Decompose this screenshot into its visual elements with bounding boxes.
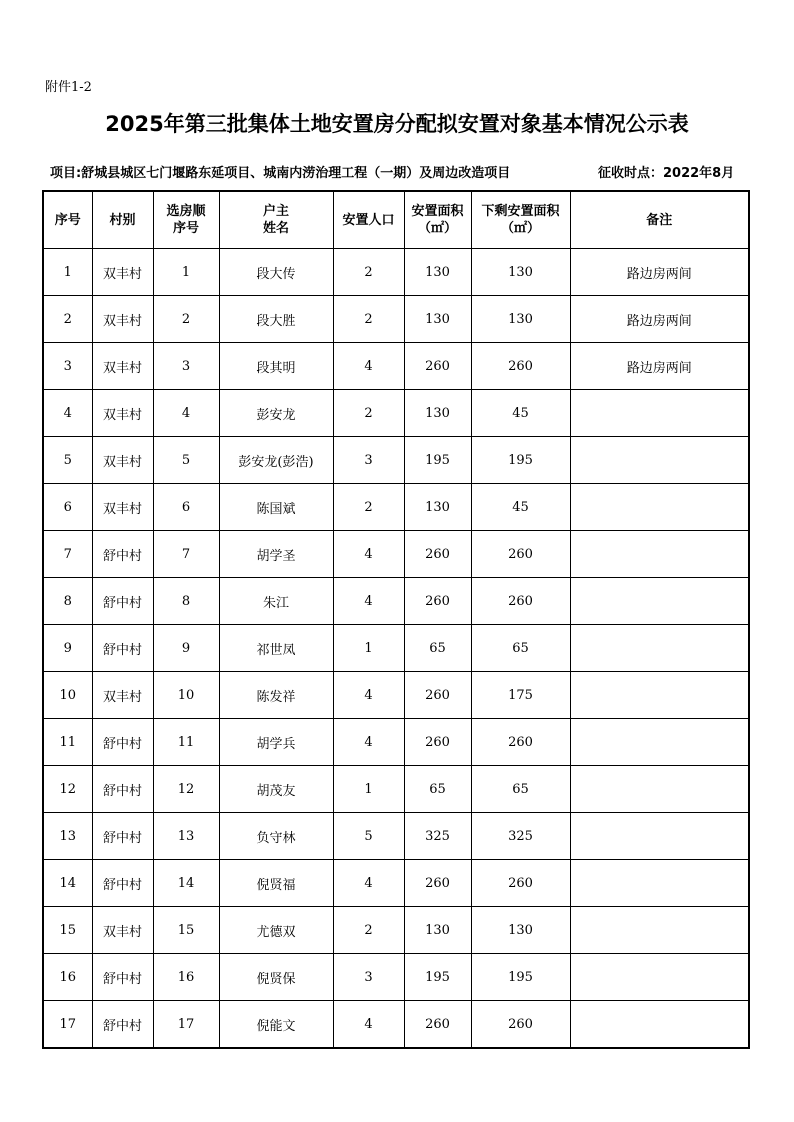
cell-remaining-area: 260	[471, 719, 570, 766]
cell-seq: 16	[43, 954, 92, 1001]
cell-owner-name: 倪贤福	[219, 860, 333, 907]
cell-area: 260	[404, 672, 471, 719]
cell-village: 舒中村	[92, 1001, 153, 1049]
cell-pick-order: 16	[153, 954, 219, 1001]
cell-seq: 6	[43, 484, 92, 531]
table-row	[43, 719, 749, 766]
cell-pick-order: 13	[153, 813, 219, 860]
cell-remaining-area: 260	[471, 531, 570, 578]
cell-seq: 3	[43, 343, 92, 390]
table-row	[43, 766, 749, 813]
cell-seq: 4	[43, 390, 92, 437]
cell-village: 舒中村	[92, 860, 153, 907]
cell-remaining-area: 260	[471, 343, 570, 390]
cell-area: 195	[404, 954, 471, 1001]
cell-persons: 2	[333, 296, 404, 343]
cell-seq: 1	[43, 249, 92, 296]
cell-remaining-area: 325	[471, 813, 570, 860]
table-row	[43, 390, 749, 437]
header-pick-order: 选房顺 序号	[153, 191, 219, 249]
attachment-label: 附件1-2	[45, 80, 92, 95]
cell-pick-order: 12	[153, 766, 219, 813]
cell-village: 双丰村	[92, 672, 153, 719]
cell-village: 舒中村	[92, 954, 153, 1001]
cell-seq: 10	[43, 672, 92, 719]
cell-area: 130	[404, 484, 471, 531]
table-row	[43, 860, 749, 907]
cell-village: 双丰村	[92, 390, 153, 437]
cell-pick-order: 3	[153, 343, 219, 390]
cell-area: 65	[404, 766, 471, 813]
acquisition-time: 征收时点：2022年8月	[598, 166, 735, 181]
cell-seq: 17	[43, 1001, 92, 1049]
cell-remark	[570, 390, 749, 437]
header-seq: 序号	[43, 191, 92, 249]
cell-persons: 3	[333, 954, 404, 1001]
cell-remaining-area: 260	[471, 578, 570, 625]
cell-pick-order: 5	[153, 437, 219, 484]
cell-remark	[570, 813, 749, 860]
cell-remark: 路边房两间	[570, 249, 749, 296]
cell-area: 260	[404, 578, 471, 625]
cell-area: 260	[404, 719, 471, 766]
cell-remark	[570, 907, 749, 954]
cell-owner-name: 尤德双	[219, 907, 333, 954]
cell-owner-name: 段大胜	[219, 296, 333, 343]
cell-seq: 14	[43, 860, 92, 907]
cell-owner-name: 胡茂友	[219, 766, 333, 813]
cell-persons: 4	[333, 860, 404, 907]
cell-persons: 4	[333, 578, 404, 625]
cell-owner-name: 段大传	[219, 249, 333, 296]
cell-remark	[570, 437, 749, 484]
table-row	[43, 531, 749, 578]
cell-persons: 2	[333, 249, 404, 296]
cell-remark: 路边房两间	[570, 296, 749, 343]
cell-persons: 4	[333, 1001, 404, 1049]
cell-seq: 12	[43, 766, 92, 813]
cell-remark	[570, 954, 749, 1001]
cell-owner-name: 倪贤保	[219, 954, 333, 1001]
cell-village: 舒中村	[92, 625, 153, 672]
table-row	[43, 249, 749, 296]
allocation-table	[42, 190, 750, 1049]
cell-remaining-area: 65	[471, 766, 570, 813]
cell-village: 双丰村	[92, 343, 153, 390]
cell-seq: 5	[43, 437, 92, 484]
cell-remaining-area: 130	[471, 907, 570, 954]
table-row	[43, 296, 749, 343]
cell-pick-order: 10	[153, 672, 219, 719]
cell-remark	[570, 484, 749, 531]
cell-seq: 13	[43, 813, 92, 860]
cell-area: 130	[404, 296, 471, 343]
table-row	[43, 625, 749, 672]
cell-pick-order: 6	[153, 484, 219, 531]
cell-pick-order: 7	[153, 531, 219, 578]
cell-persons: 4	[333, 343, 404, 390]
header-persons: 安置人口	[333, 191, 404, 249]
cell-owner-name: 陈国斌	[219, 484, 333, 531]
table-row	[43, 1001, 749, 1049]
cell-area: 130	[404, 249, 471, 296]
cell-persons: 4	[333, 531, 404, 578]
cell-seq: 2	[43, 296, 92, 343]
project-line: 项目:舒城县城区七门堰路东延项目、城南内涝治理工程（一期）及周边改造项目	[50, 166, 511, 181]
cell-area: 65	[404, 625, 471, 672]
cell-area: 130	[404, 907, 471, 954]
table-row	[43, 813, 749, 860]
cell-persons: 2	[333, 484, 404, 531]
cell-remaining-area: 130	[471, 296, 570, 343]
cell-village: 双丰村	[92, 484, 153, 531]
cell-seq: 8	[43, 578, 92, 625]
table-row	[43, 907, 749, 954]
cell-remark	[570, 719, 749, 766]
cell-village: 双丰村	[92, 296, 153, 343]
cell-remaining-area: 195	[471, 954, 570, 1001]
cell-village: 舒中村	[92, 813, 153, 860]
cell-remark	[570, 625, 749, 672]
cell-pick-order: 15	[153, 907, 219, 954]
cell-remaining-area: 130	[471, 249, 570, 296]
cell-village: 双丰村	[92, 437, 153, 484]
cell-persons: 3	[333, 437, 404, 484]
cell-remaining-area: 195	[471, 437, 570, 484]
cell-owner-name: 陈发祥	[219, 672, 333, 719]
cell-remark	[570, 766, 749, 813]
cell-remaining-area: 175	[471, 672, 570, 719]
cell-village: 双丰村	[92, 907, 153, 954]
cell-owner-name: 倪能文	[219, 1001, 333, 1049]
cell-owner-name: 胡学圣	[219, 531, 333, 578]
cell-seq: 15	[43, 907, 92, 954]
cell-pick-order: 14	[153, 860, 219, 907]
cell-area: 260	[404, 860, 471, 907]
cell-owner-name: 段其明	[219, 343, 333, 390]
cell-pick-order: 17	[153, 1001, 219, 1049]
cell-persons: 4	[333, 719, 404, 766]
cell-area: 260	[404, 1001, 471, 1049]
cell-seq: 7	[43, 531, 92, 578]
cell-owner-name: 朱江	[219, 578, 333, 625]
header-remark: 备注	[570, 191, 749, 249]
cell-seq: 11	[43, 719, 92, 766]
cell-village: 双丰村	[92, 249, 153, 296]
table-row	[43, 343, 749, 390]
cell-pick-order: 8	[153, 578, 219, 625]
cell-area: 260	[404, 343, 471, 390]
cell-remaining-area: 260	[471, 1001, 570, 1049]
cell-owner-name: 彭安龙	[219, 390, 333, 437]
cell-area: 260	[404, 531, 471, 578]
cell-pick-order: 11	[153, 719, 219, 766]
cell-area: 130	[404, 390, 471, 437]
cell-remark	[570, 672, 749, 719]
table-row	[43, 437, 749, 484]
cell-remaining-area: 45	[471, 390, 570, 437]
cell-remark	[570, 860, 749, 907]
table-header-row	[43, 191, 749, 249]
cell-seq: 9	[43, 625, 92, 672]
table-row	[43, 578, 749, 625]
cell-remark	[570, 531, 749, 578]
cell-village: 舒中村	[92, 578, 153, 625]
cell-pick-order: 4	[153, 390, 219, 437]
cell-persons: 5	[333, 813, 404, 860]
cell-remark	[570, 1001, 749, 1049]
cell-area: 195	[404, 437, 471, 484]
table-row	[43, 672, 749, 719]
cell-village: 舒中村	[92, 531, 153, 578]
header-owner-name: 户主 姓名	[219, 191, 333, 249]
cell-remark	[570, 578, 749, 625]
cell-owner-name: 祁世凤	[219, 625, 333, 672]
cell-owner-name: 胡学兵	[219, 719, 333, 766]
cell-remaining-area: 260	[471, 860, 570, 907]
cell-persons: 2	[333, 907, 404, 954]
cell-village: 舒中村	[92, 766, 153, 813]
cell-village: 舒中村	[92, 719, 153, 766]
cell-pick-order: 2	[153, 296, 219, 343]
header-village: 村别	[92, 191, 153, 249]
table-row	[43, 954, 749, 1001]
cell-persons: 4	[333, 672, 404, 719]
header-area: 安置面积 （㎡）	[404, 191, 471, 249]
cell-owner-name: 彭安龙(彭浩)	[219, 437, 333, 484]
cell-remaining-area: 45	[471, 484, 570, 531]
page-title: 2025年第三批集体土地安置房分配拟安置对象基本情况公示表	[105, 112, 689, 136]
cell-owner-name: 负守林	[219, 813, 333, 860]
cell-remark: 路边房两间	[570, 343, 749, 390]
cell-persons: 1	[333, 766, 404, 813]
cell-pick-order: 1	[153, 249, 219, 296]
cell-pick-order: 9	[153, 625, 219, 672]
table-row	[43, 484, 749, 531]
cell-remaining-area: 65	[471, 625, 570, 672]
cell-persons: 1	[333, 625, 404, 672]
cell-area: 325	[404, 813, 471, 860]
header-remaining-area: 下剩安置面积 （㎡）	[471, 191, 570, 249]
cell-persons: 2	[333, 390, 404, 437]
